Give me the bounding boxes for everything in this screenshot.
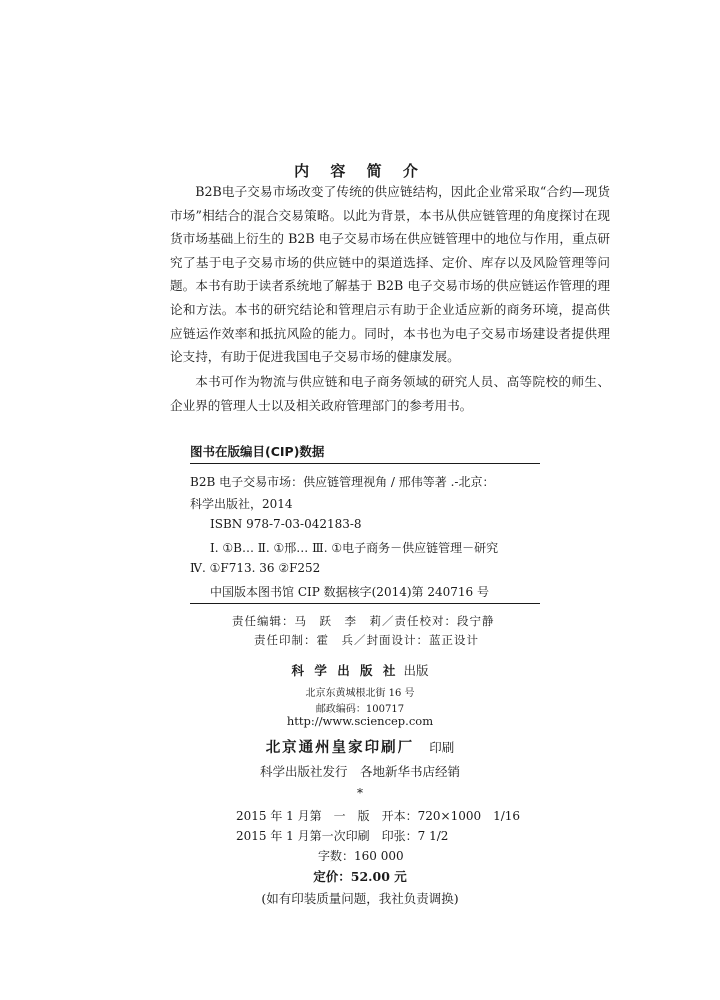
cip-classification-1: Ⅰ. ①B… Ⅱ. ①邢… Ⅲ. ①电子商务－供应链管理－研究 [210,541,499,555]
credits-printing: 责任印制：霍 兵／封面设计：蓝正设计 [254,633,479,647]
summary-paragraph-2: 本书可作为物流与供应链和电子商务领域的研究人员、高等院校的师生、企业界的管理人士以及相关政府管理部门的参考用书。 [170,374,610,413]
edition-line: 2015 年 1 月第 一 版 开本：720×1000 1/16 [236,809,521,823]
summary-paragraph-1: B2B电子交易市场改变了传统的供应链结构，因此企业常采取“合约—现货市场”相结合的混合交易策略。以此为背景，本书从供应链管理的角度探讨在现货市场基础上衍生的 B2B 电子交易市场在供应链管理中的地位与作用，重点研究了基于电子交易市场的供应链中的渠道选择、定价、库存以及风险管理等问题。本书有助于读者系统地了解基于 B2B 电子交易市场的供应链运作管理的理论和方法。本书的研究结论和管理启示有助于企业适应新的商务环境，提高供应链运作效率和抵抗风险的能力。同时，本书也为电子交易市场建设者提供理论支持，有助于促进我国电子交易市场的健康发展。 [170,184,610,365]
printing-line: 2015 年 1 月第一次印刷 印张：7 1/2 [236,829,449,843]
publisher-line [0,660,720,679]
cip-header: 图书在版编目(CIP)数据 [190,442,540,464]
cip-record-number: 中国版本图书馆 CIP 数据核字(2014)第 240716 号 [210,585,489,599]
price: 定价：52.00 元 [313,869,407,884]
publisher-address: 北京东黄城根北街 16 号 [305,688,415,699]
credits [232,612,572,650]
cip-classification-2: Ⅳ. ①F713. 36 ②F252 [190,561,321,575]
cip-isbn: ISBN 978-7-03-042183-8 [210,517,362,531]
distribution-line: 科学出版社发行 各地新华书店经销 [259,764,460,779]
printer-suffix: 印刷 [429,740,455,755]
separator-star: * [357,786,363,800]
printer-name: 北京通州皇家印刷厂 [265,739,415,756]
word-count: 字数：160 000 [318,849,404,863]
publisher-postcode: 邮政编码：100717 [315,704,405,715]
cip-block [190,467,540,604]
printer-line [0,736,720,757]
publisher-name: 科 学 出 版 社 [291,663,399,678]
quality-notice: (如有印装质量问题，我社负责调换) [261,891,459,906]
summary-title: 内 容 简 介 [294,162,426,180]
credits-editors: 责任编辑：马 跃 李 莉／责任校对：段宁静 [232,614,495,628]
publisher-url: http://www.sciencep.com [286,714,434,728]
cip-title-line: B2B 电子交易市场：供应链管理视角 / 邢伟等著 .-北京： [190,475,495,489]
cip-publisher-line: 科学出版社，2014 [190,497,293,511]
publisher-suffix: 出版 [403,663,429,678]
